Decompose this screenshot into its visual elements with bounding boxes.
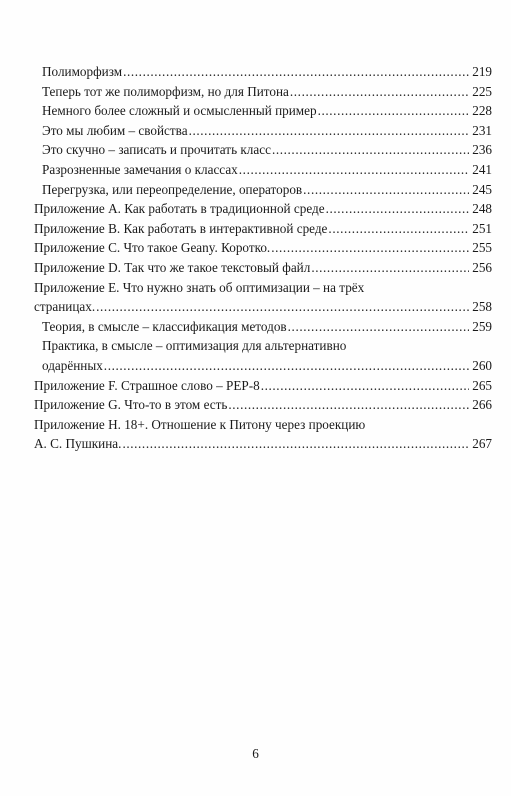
toc-entry-title-line: Приложение E. Что нужно знать об оптимизации – на трёх <box>34 279 365 295</box>
toc-entry-title: Приложение G. Что-то в этом есть <box>34 397 228 413</box>
toc-entry-title: Приложение D. Так что же такое текстовый файл <box>34 259 311 275</box>
toc-leader-dots <box>228 395 469 415</box>
toc-entry-title: Приложение A. Как работать в традиционной среде <box>34 201 325 217</box>
toc-page-number: 248 <box>472 201 492 217</box>
toc-entry <box>34 238 492 258</box>
toc-leader-dots <box>311 258 469 278</box>
toc-leader-dots <box>271 238 469 258</box>
toc-leader-dots <box>290 82 469 102</box>
toc-page-number: 241 <box>472 161 492 177</box>
toc-page-number: 231 <box>472 122 492 138</box>
page-number: 6 <box>252 746 259 761</box>
table-of-contents <box>34 62 492 454</box>
toc-leader-dots <box>318 101 469 121</box>
toc-leader-dots <box>122 434 469 454</box>
toc-entry <box>34 121 492 141</box>
toc-entry <box>34 140 492 160</box>
toc-entry <box>34 317 492 337</box>
toc-entry <box>34 160 492 180</box>
toc-page-number: 267 <box>472 436 492 452</box>
toc-entry <box>34 199 492 219</box>
toc-entry-title: А. С. Пушкина. <box>34 436 122 452</box>
toc-page-number: 219 <box>472 64 492 79</box>
toc-entry <box>34 395 492 415</box>
toc-page-number: 228 <box>472 103 492 119</box>
toc-entry-title: Теперь тот же полиморфизм, но для Питона <box>42 83 289 99</box>
toc-entry-title: Немного более сложный и осмысленный пример <box>42 103 317 119</box>
toc-leader-dots <box>189 121 469 141</box>
toc-entry <box>34 258 492 278</box>
toc-page-number: 260 <box>472 357 492 373</box>
toc-entry <box>34 62 492 82</box>
toc-page-number: 266 <box>472 397 492 413</box>
toc-entry <box>34 336 492 375</box>
toc-entry-title: Теория, в смысле – классификация методов <box>42 318 287 334</box>
toc-leader-dots <box>261 376 469 396</box>
toc-page-number: 236 <box>472 142 492 158</box>
toc-leader-dots <box>303 180 469 200</box>
toc-page-number: 256 <box>472 259 492 275</box>
toc-leader-dots <box>328 219 469 239</box>
toc-entry <box>34 180 492 200</box>
toc-entry-title: Приложение B. Как работать в интерактивной среде <box>34 220 328 236</box>
toc-leader-dots <box>326 199 469 219</box>
toc-entry-title: Перегрузка, или переопределение, операторов <box>42 181 303 197</box>
toc-entry <box>34 415 492 454</box>
toc-entry-title: Приложение C. Что такое Geany. Коротко. <box>34 240 271 256</box>
toc-entry-title: Полиморфизм <box>42 64 123 79</box>
toc-entry <box>34 82 492 102</box>
toc-leader-dots <box>123 62 469 82</box>
toc-entry <box>34 376 492 396</box>
toc-page-number: 251 <box>472 220 492 236</box>
toc-leader-dots <box>96 297 469 317</box>
toc-entry <box>34 278 492 317</box>
toc-leader-dots <box>288 317 469 337</box>
toc-leader-dots <box>272 140 469 160</box>
toc-entry-title: Это мы любим – свойства <box>42 122 188 138</box>
toc-leader-dots <box>239 160 469 180</box>
toc-entry-title: Разрозненные замечания о классах <box>42 161 238 177</box>
toc-page-number: 258 <box>472 299 492 315</box>
toc-page-number: 225 <box>472 83 492 99</box>
toc-entry-title-line: Практика, в смысле – оптимизация для альтернативно <box>42 338 347 354</box>
toc-entry-title-line: Приложение H. 18+. Отношение к Питону через проекцию <box>34 416 366 432</box>
toc-page-number: 259 <box>472 318 492 334</box>
toc-entry-title: страницах. <box>34 299 96 315</box>
toc-page-number: 255 <box>472 240 492 256</box>
toc-entry-title: одарённых <box>42 357 103 373</box>
toc-page-number: 245 <box>472 181 492 197</box>
toc-entry <box>34 101 492 121</box>
toc-page-number: 265 <box>472 377 492 393</box>
toc-leader-dots <box>104 356 469 376</box>
toc-entry-title: Приложение F. Страшное слово – PEP-8 <box>34 377 260 393</box>
toc-entry <box>34 219 492 239</box>
toc-entry-title: Это скучно – записать и прочитать класс <box>42 142 271 158</box>
